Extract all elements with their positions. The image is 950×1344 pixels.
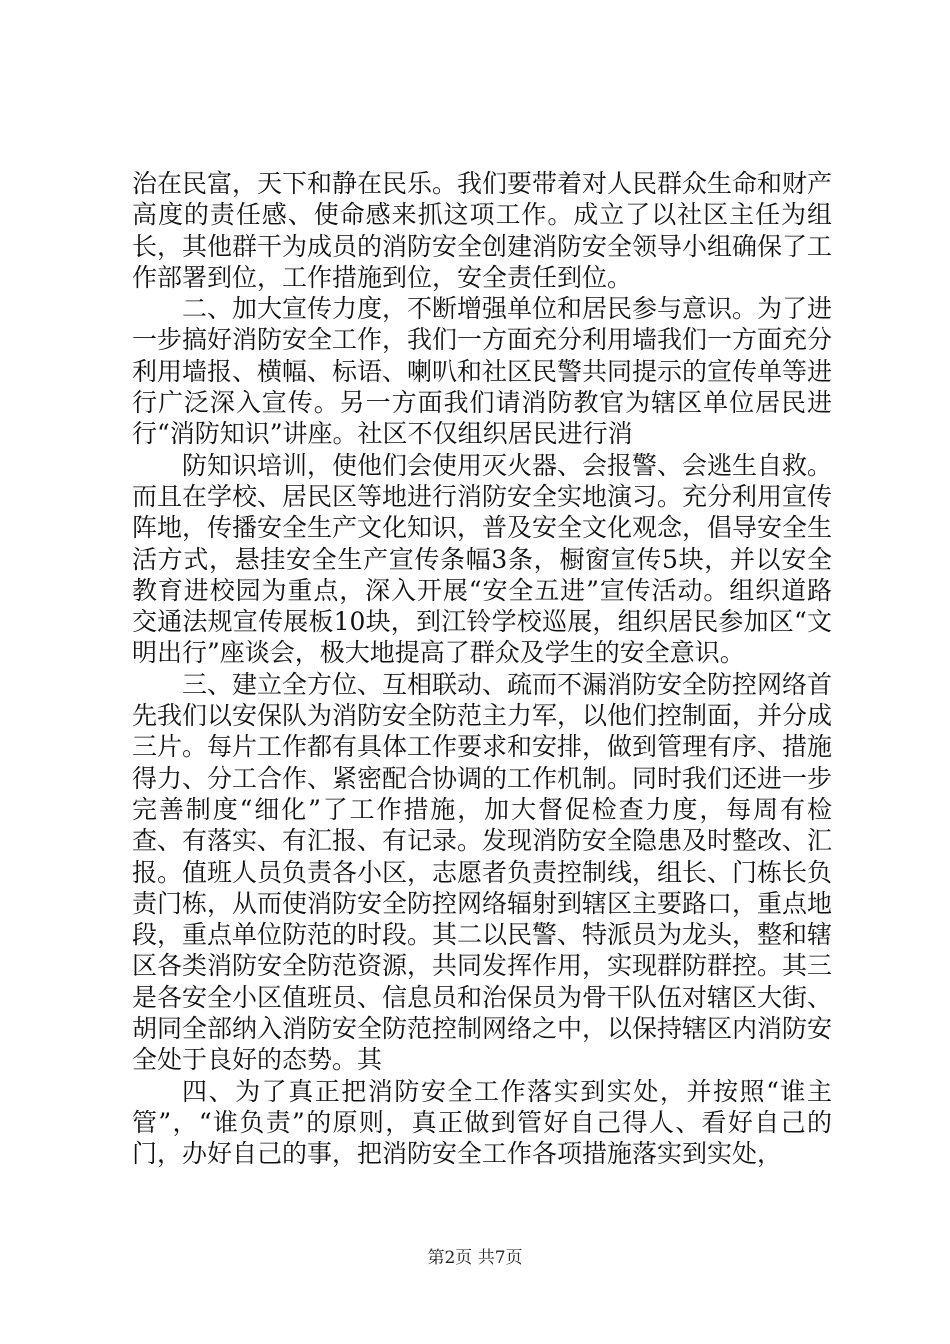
page-number-footer: 第2页 共7页 bbox=[427, 1248, 523, 1268]
paragraph-3: 防知识培训，使他们会使用灭火器、会报警、会逃生自救。而且在学校、居民区等地进行消防安全实地演习。充分利用宣传阵地，传播安全生产文化知识，普及安全文化观念，倡导安全生活方式，悬挂安全生产宣传条幅3条，橱窗宣传5块，并以安全教育进校园为重点，深入开展“安全五进”宣传活动。组织道路交通法规宣传展板10块，到江铃学校巡展，组织居民参加区“文明出行”座谈会，极大地提高了群众及学生的安全意识。 bbox=[132, 450, 833, 668]
paragraph-4: 三、建立全方位、互相联动、疏而不漏消防安全防控网络首先我们以安保队为消防安全防范主力军，以他们控制面，并分成三片。每片工作都有具体工作要求和安排，做到管理有序、措施得力、分工合作、紧密配合协调的工作机制。同时我们还进一步完善制度“细化”了工作措施，加大督促检查力度，每周有检查、有落实、有汇报、有记录。发现消防安全隐患及时整改、汇报。值班人员负责各小区，志愿者负责控制线，组长、门栋长负责门栋，从而使消防安全防控网络辐射到辖区主要路口，重点地段，重点单位防范的时段。其二以民警、特派员为龙头，整和辖区各类消防安全防范资源，共同发挥作用，实现群防群控。其三是各安全小区值班员、信息员和治保员为骨干队伍对辖区大街、胡同全部纳入消防安全防范控制网络之中，以保持辖区内消防安全处于良好的态势。其 bbox=[132, 669, 833, 1075]
paragraph-2: 二、加大宣传力度，不断增强单位和居民参与意识。为了进一步搞好消防安全工作，我们一方面充分利用墙我们一方面充分利用墙报、横幅、标语、喇叭和社区民警共同提示的宣传单等进行广泛深入宣传。另一方面我们请消防教官为辖区单位居民进行“消防知识”讲座。社区不仅组织居民进行消 bbox=[132, 294, 833, 449]
paragraph-5: 四、为了真正把消防安全工作落实到实处，并按照“谁主管”，“谁负责”的原则，真正做到管好自己得人、看好自己的门，办好自己的事，把消防安全工作各项措施落实到实处， bbox=[132, 1076, 832, 1169]
paragraph-1: 治在民富，天下和静在民乐。我们要带着对人民群众生命和财产高度的责任感、使命感来抓这项工作。成立了以社区主任为组长，其他群干为成员的消防安全创建消防安全领导小组确保了工作部署到位，工作措施到位，安全责任到位。 bbox=[132, 169, 833, 292]
document-body bbox=[132, 168, 832, 1170]
